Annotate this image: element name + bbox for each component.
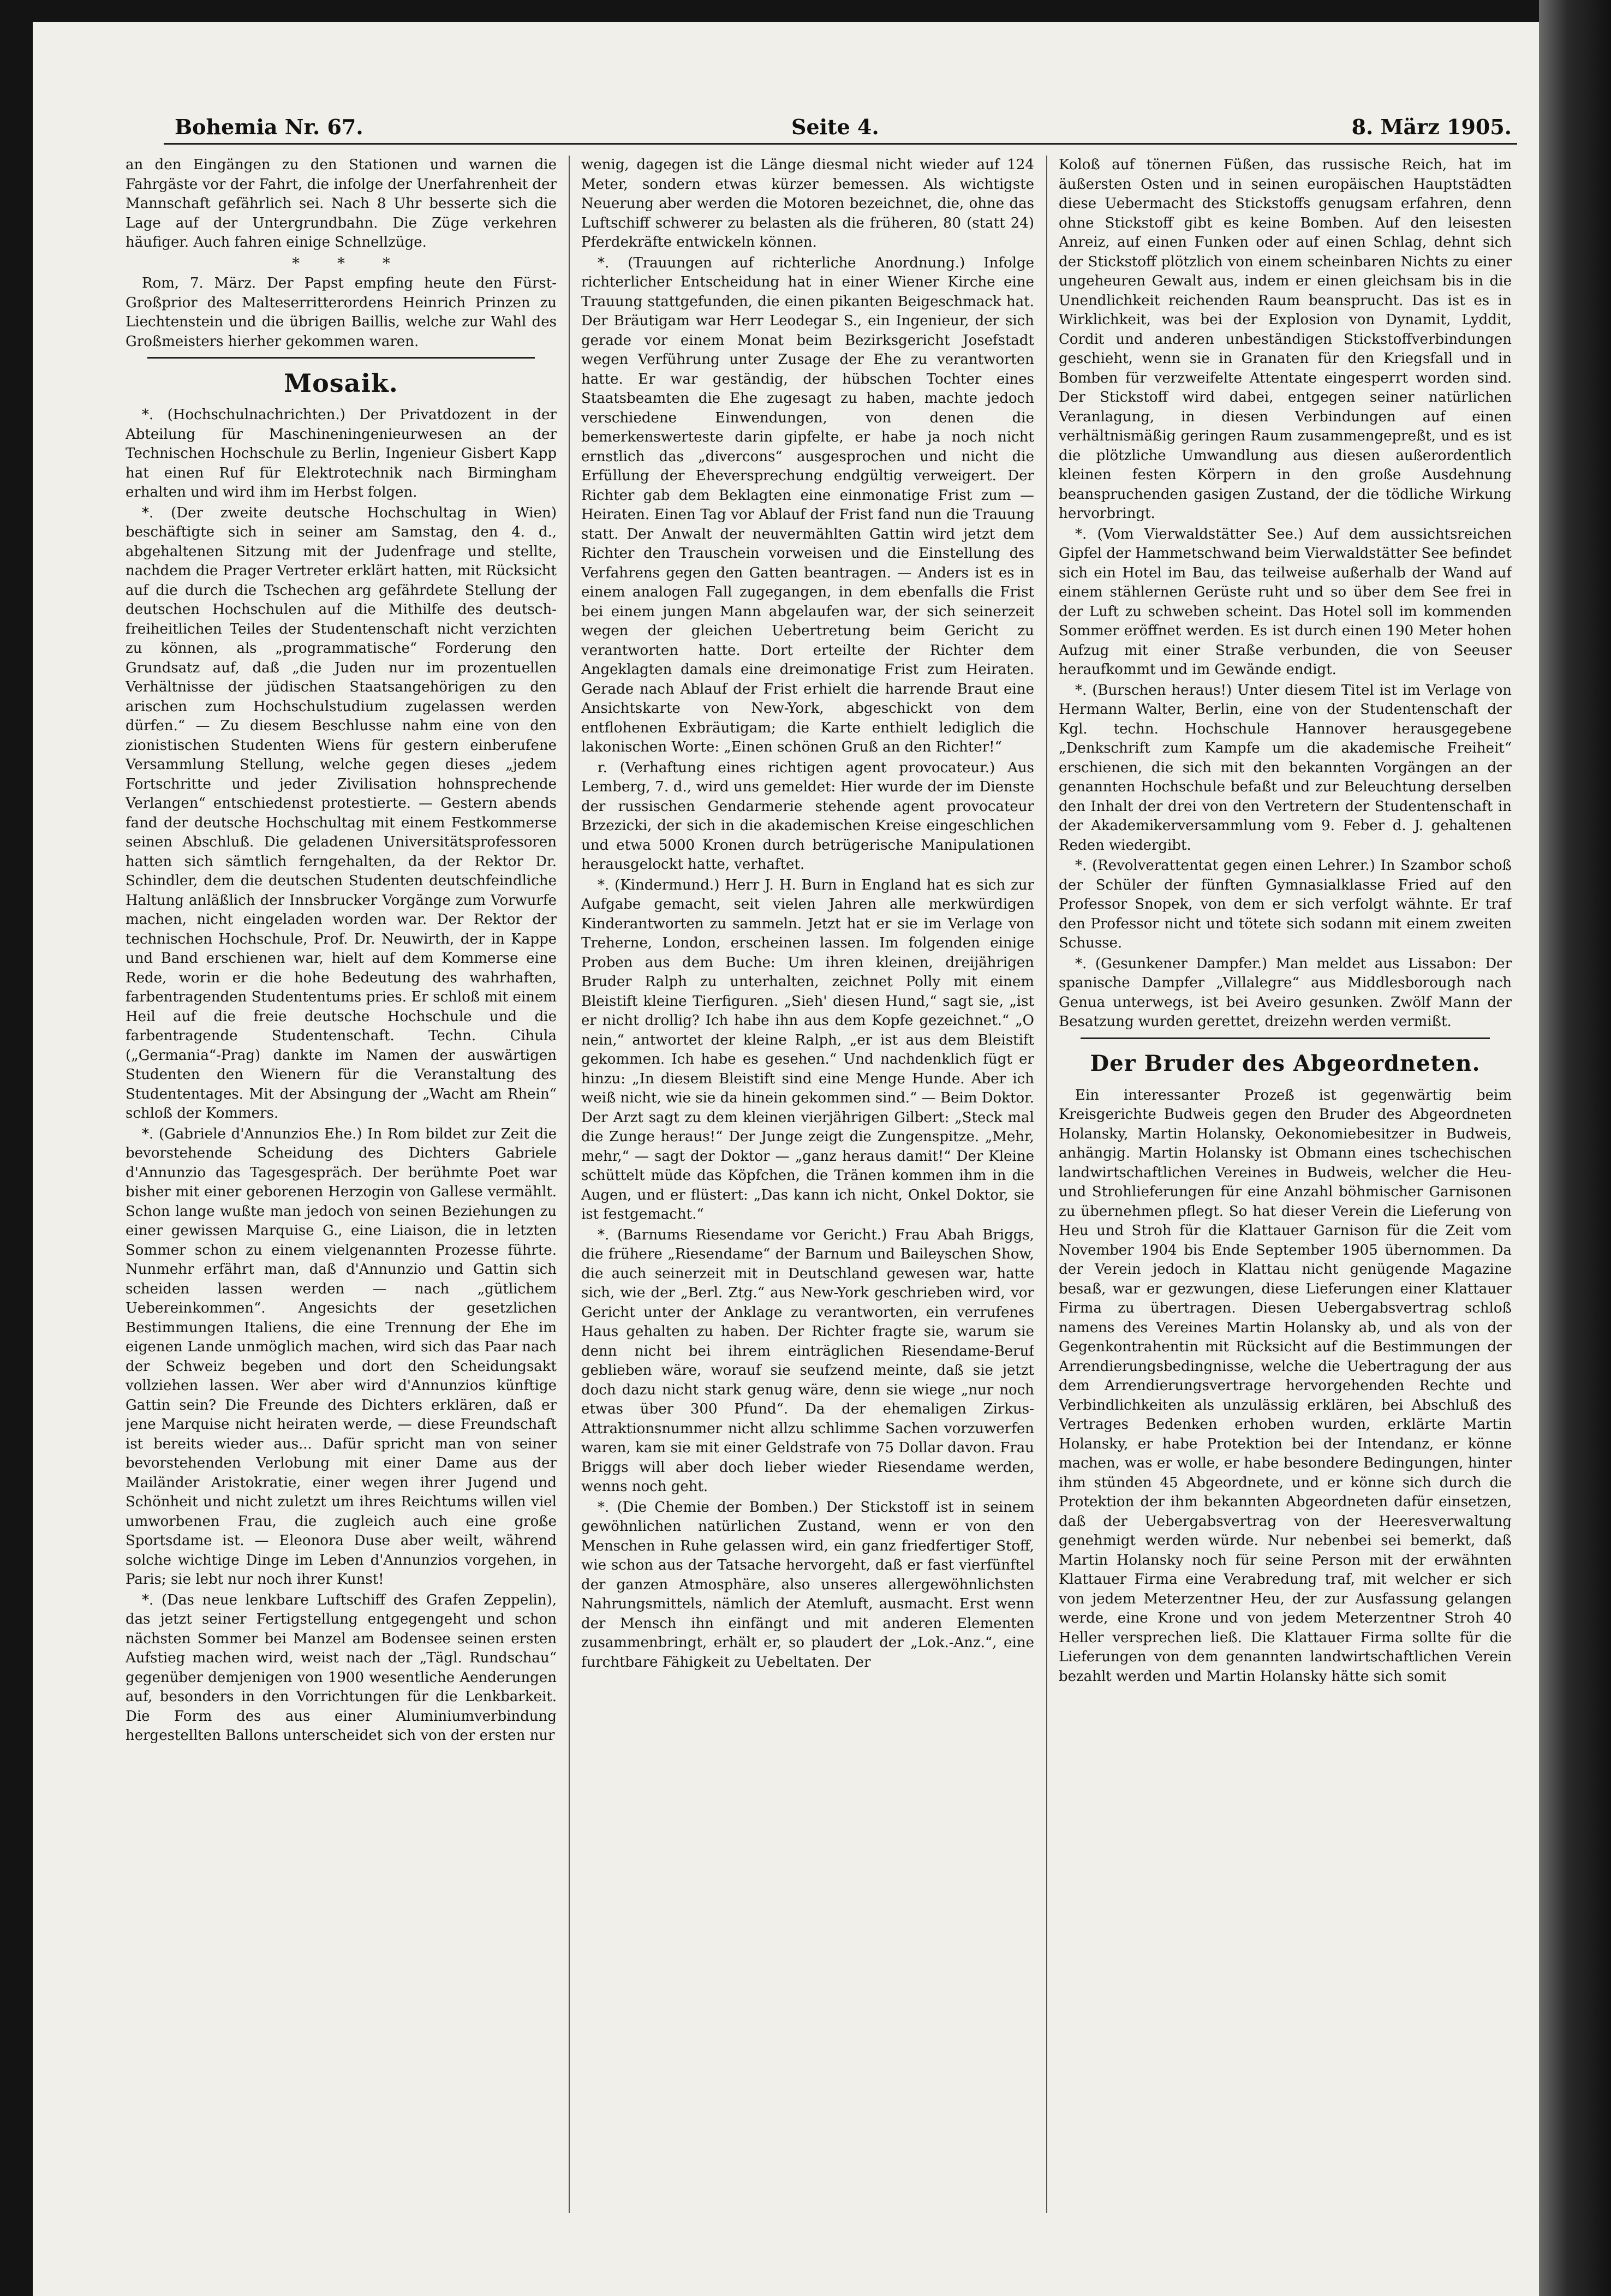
column-2: [581, 156, 1034, 2224]
section-title: Mosaik.: [284, 368, 398, 398]
divider: [147, 357, 535, 359]
column-3: [1059, 156, 1512, 2224]
article-text: r. (Verhaftung eines richtigen agent provocateur.) Aus Lemberg, 7. d., wird uns gemeldet: Hier wurde der im Dienste der russischen Gendarmerie stehende agent provocateur Brzezicki, der sich in die akademischen Kreise eingeschlichen und etwa 5000 Kronen durch betrügerische Manipulationen herausgelockt hatte, verhaftet.: [581, 759, 1034, 873]
column-divider: [1046, 156, 1047, 2213]
header-rule: [164, 143, 1517, 145]
article-text: *. (Gesunkener Dampfer.) Man meldet aus Lissabon: Der spanische Dampfer „Villalegre“ aus Middlesborough nach Genua unterwegs, ist bei Aveiro gesunken. Zwölf Mann der Besatzung wurden gerettet, dreizehn werden vermißt.: [1059, 955, 1512, 1030]
article-text: *. (Der zweite deutsche Hochschultag in Wien) beschäftigte sich in seiner am Samstag, den 4. d., abgehaltenen Sitzung mit der Judenfrage und stellte, nachdem die Prager Vertreter erklärt hatten, mit Rücksicht auf die durch die Tschechen arg gefährdete Stellung der deutschen Hochschulen auf die Mithilfe des deutsch-freiheitlichen Teiles der Studentenschaft nicht verzichten zu können, als „programmatische“ Forderung den Grundsatz auf, daß „die Juden nur im prozentuellen Verhältnisse der jüdischen Staatsangehörigen zu den arischen zum Hochschulstudium zugelassen werden dürfen.“ — Zu diesem Beschlusse nahm eine von den zionistischen Studenten Wiens für gestern einberufene Versammlung Stellung, welche gegen dieses „jedem Fortschritte und jeder Zivilisation hohnsprechende Verlangen“ entschiedenst protestierte. — Gestern abends fand der deutsche Hochschultag mit einem Festkommerse seinen Abschluß. Die geladenen Universitätsprofessoren hatten sich sämtlich ferngehalten, da der Rektor Dr. Schindler, dem die deutschen Studenten deutschfeindliche Haltung anläßlich der Innsbrucker Vorgänge zum Vorwurfe machen, nicht eingeladen worden war. Der Rektor der technischen Hochschule, Prof. Dr. Neuwirth, der in Kappe und Band erschienen war, hielt auf dem Kommerse eine Rede, worin er die hohe Bedeutung des wahrhaften, farbentragenden Studententums pries. Er schloß mit einem Heil auf die freie deutsche Hochschule und die farbentragende Studentenschaft. Techn. Cihula („Germania“-Prag) dankte im Namen der auswärtigen Studenten den Wienern für die Veranstaltung des Studententages. Mit der Absingung der „Wacht am Rhein“ schloß der Kommers.: [126, 504, 557, 1122]
header-publication: Bohemia Nr. 67.: [175, 115, 363, 139]
section-title: Der Bruder des Abgeordneten.: [1090, 1050, 1481, 1076]
page-header: [136, 109, 1517, 145]
header-date: 8. März 1905.: [1351, 115, 1512, 139]
page-edge-shadow: [1539, 0, 1611, 2296]
article-text: Ein interessanter Prozeß ist gegenwärtig beim Kreisgerichte Budweis gegen den Bruder des Abgeordneten Holansky, Martin Holansky, Oekonomiebesitzer in Budweis, anhängig. Martin Holansky ist Obmann eines tschechischen landwirtschaftlichen Vereines in Budweis, welcher die Heu- und Strohlieferungen für eine Anzahl böhmischer Garnisonen zu übernehmen pflegt. So hat dieser Verein die Lieferung von Heu und Stroh für die Klattauer Garnison für die Zeit vom November 1904 bis Ende September 1905 übernommen. Da der Verein jedoch in Klattau nicht genügende Magazine besaß, war er gezwungen, diese Lieferungen einer Klattauer Firma zu übertragen. Diesen Uebergabsvertrag schloß namens des Vereines Martin Holansky ab, und als von der Gegenkontrahentin mit Rücksicht auf die Bestimmungen der Arrendierungsbedingnisse, welche die Uebertragung der aus dem Arrendierungsvertrage hervorgehenden Rechte und Verbindlichkeiten als unzulässig erklären, bei Abschluß des Vertrages Bedenken erhoben wurden, erklärte Martin Holansky, er habe Protektion bei der Intendanz, er könne machen, was er wolle, er habe besondere Bedingungen, hinter ihm stünden 45 Abgeordnete, und er könne sich durch die Protektion der ihm bekannten Abgeordneten dafür einsetzen, daß der Uebergabsvertrag von der Heeresverwaltung genehmigt werden würde. Nur nebenbei sei bemerkt, daß Martin Holansky noch für seine Person mit der erwähnten Klattauer Firma eine Verabredung traf, mit welcher er sich von jedem Meterzentner Heu, der zur Ausfassung gelangen werde, eine Krone und von jedem Meterzentner Stroh 40 Heller versprechen ließ. Die Klattauer Firma sollte für die Lieferungen von dem genannten landwirtschaftlichen Verein bezahlt werden und Martin Holansky hätte sich somit: [1059, 1087, 1512, 1685]
article-text: *. (Gabriele d'Annunzios Ehe.) In Rom bildet zur Zeit die bevorstehende Scheidung des Dichters Gabriele d'Annunzio das Tagesgespräch. Der berühmte Poet war bisher mit einer geborenen Herzogin von Gallese vermählt. Schon lange wußte man jedoch von seinen Beziehungen zu einer gewissen Marquise G., eine Liaison, die in letzten Sommer schon zu einem vielgenannten Prozesse führte. Nunmehr erfährt man, daß d'Annunzio und Gattin sich scheiden lassen werden — nach „gütlichem Uebereinkommen“. Angesichts der gesetzlichen Bestimmungen Italiens, die eine Trennung der Ehe im eigenen Lande unmöglich machen, wird sich das Paar nach der Schweiz begeben und dort den Scheidungsakt vollziehen lassen. Wer aber wird d'Annunzios künftige Gattin sein? Die Freunde des Dichters erklären, daß er jene Marquise nicht heiraten werde, — diese Freundschaft ist bereits wieder aus... Dafür spricht man von seiner bevorstehenden Verlobung mit einer Dame aus der Mailänder Aristokratie, einer wegen ihrer Jugend und Schönheit und nicht zuletzt um ihres Reichtums willen viel umworbenen Frau, die zugleich auch eine große Sportsdame ist. — Eleonora Duse aber weilt, während solche wichtige Dinge im Leben d'Annunzios vorgehen, in Paris; sie lebt nur noch ihrer Kunst!: [126, 1125, 557, 1588]
article-text: *. (Revolverattentat gegen einen Lehrer.) In Szambor schoß der Schüler der fünften Gymnasialklasse Fried auf den Professor Snopek, von dem er sich verfolgt wähnte. Er traf den Professor nicht und tötete sich sodann mit einem zweiten Schusse.: [1059, 857, 1512, 951]
header-page-number: Seite 4.: [791, 115, 879, 139]
article-text: *. (Kindermund.) Herr J. H. Burn in England hat es sich zur Aufgabe gemacht, seit vielen Jahren alle merkwürdigen Kinderantworten zu sammeln. Jetzt hat er sie im Verlage von Treherne, London, erscheinen lassen. Im folgenden einige Proben aus dem Buche: Um ihren kleinen, dreijährigen Bruder Ralph zu unterhalten, zeichnet Polly mit einem Bleistift kleine Tierfiguren. „Sieh' diesen Hund,“ sagt sie, „ist er nicht drollig? Ich habe ihn aus dem Kopfe gezeichnet.“ „O nein,“ antwortet der kleine Ralph, „er ist aus dem Bleistift gekommen. Ich habe es gesehen.“ Und nachdenklich fügt er hinzu: „In diesem Bleistift sind eine Menge Hunde. Aber ich weiß nicht, wie sie da hinein gekommen sind.“ — Beim Doktor. Der Arzt sagt zu dem kleinen vierjährigen Gilbert: „Steck mal die Zunge heraus!“ Der Junge zeigt die Zungenspitze. „Mehr, mehr,“ — sagt der Doktor — „ganz heraus damit!“ Der Kleine schüttelt müde das Köpfchen, die Tränen kommen ihm in die Augen, und er flüstert: „Das kann ich nicht, Onkel Doktor, sie ist festgemacht.“: [581, 876, 1034, 1222]
article-text: *. (Trauungen auf richterliche Anordnung.) Infolge richterlicher Entscheidung hat in einer Wiener Kirche eine Trauung stattgefunden, die einen pikanten Beigeschmack hat. Der Bräutigam war Herr Leodegar S., ein Ingenieur, der sich gerade vor einem Monat beim Bezirksgericht Josefstadt wegen Verführung unter Zusage der Ehe zu verantworten hatte. Er war geständig, der hübschen Tochter eines Staatsbeamten die Ehe zugesagt zu haben, machte jedoch verschiedene Einwendungen, von denen die bemerkenswerteste darin gipfelte, er habe ja noch nicht ernstlich das „divercons“ ausgesprochen und nicht die Erfüllung der Eheversprechung endgültig verweigert. Der Richter gab dem Beklagten eine einmonatige Frist zum — Heiraten. Einen Tag vor Ablauf der Frist fand nun die Trauung statt. Der Anwalt der neuvermählten Gattin wird jetzt dem Richter den Trauschein vorweisen und die Einstellung des Verfahrens gegen den Gatten beantragen. — Anders ist es in einem analogen Fall zugegangen, in dem ebenfalls die Frist bei einem jungen Mann abgelaufen war, der sich seinerzeit wegen der gleichen Uebertretung beim Gericht zu verantworten hatte. Dort erteilte der Richter dem Angeklagten damals eine dreimonatige Frist zum Heiraten. Gerade nach Ablauf der Frist erhielt die harrende Braut eine Ansichtskarte von New-York, abgeschickt von dem entflohenen Exbräutigam; die Karte enthielt lediglich die lakonischen Worte: „Einen schönen Gruß an den Richter!“: [581, 254, 1034, 755]
article-text: *. (Burschen heraus!) Unter diesem Titel ist im Verlage von Hermann Walter, Berlin, eine von der Studentenschaft der Kgl. techn. Hochschule Hannover herausgegebene „Denkschrift zum Kampfe um die akademische Freiheit“ erschienen, die sich mit den bekannten Vorgängen an der genannten Hochschule befaßt und zur Beleuchtung derselben den Inhalt der drei von den Vertretern der Studentenschaft in der Akademikerversammlung vom 9. Feber d. J. gehaltenen Reden wiedergibt.: [1059, 682, 1512, 854]
article-text: *. (Das neue lenkbare Luftschiff des Grafen Zeppelin), das jetzt seiner Fertigstellung entgegengeht und schon nächsten Sommer bei Manzel am Bodensee seinen ersten Aufstieg machen wird, weist nach der „Tägl. Rundschau“ gegenüber demjenigen von 1900 wesentliche Aenderungen auf, besonders in den Vorrichtungen für die Lenkbarkeit. Die Form des aus einer Aluminiumverbindung hergestellten Ballons unterscheidet sich von der ersten nur: [126, 1591, 557, 1744]
section-separator: * * *: [292, 254, 407, 272]
article-text: Rom, 7. März. Der Papst empfing heute den Fürst-Großprior des Malteserritterordens Heinrich Prinzen zu Liechtenstein und die übrigen Baillis, welche zur Wahl des Großmeisters hierher gekommen waren.: [126, 275, 557, 350]
article-text: wenig, dagegen ist die Länge diesmal nicht wieder auf 124 Meter, sondern etwas kürzer bemessen. Als wichtigste Neuerung aber werden die Motoren bezeichnet, die, ohne das Luftschiff schwerer zu belasten als die früheren, 80 (statt 24) Pferdekräfte entwickeln können.: [581, 157, 1034, 251]
divider: [1081, 1037, 1490, 1039]
article-text: *. (Hochschulnachrichten.) Der Privatdozent in der Abteilung für Maschineningenieurwesen an der Technischen Hochschule zu Berlin, Ingenieur Gisbert Kapp hat einen Ruf für Elektrotechnik nach Birmingham erhalten und wird ihm im Herbst folgen.: [126, 407, 557, 500]
article-text: an den Eingängen zu den Stationen und warnen die Fahrgäste vor der Fahrt, die infolge der Unerfahrenheit der Mannschaft gefährlich sei. Nach 8 Uhr besserte sich die Lage auf der Untergrundbahn. Die Züge verkehren häufiger. Auch fahren einige Schnellzüge.: [126, 157, 557, 251]
article-text: Koloß auf tönernen Füßen, das russische Reich, hat im äußersten Osten und in seinen europäischen Hauptstädten diese Uebermacht des Stickstoffs genugsam erfahren, denn ohne Stickstoff gibt es keine Bomben. Auf den leisesten Anreiz, auf einen Funken oder auf einen Schlag, dehnt sich der Stickstoff plötzlich von einem scheinbaren Nichts zu einer ungeheuren Gewalt aus, indem er einen gleichsam bis in die Unendlichkeit reichenden Raum beansprucht. Das ist es in Wirklichkeit, was bei der Explosion von Dynamit, Lyddit, Cordit und anderen unbeständigen Stickstoffverbindungen geschieht, wenn sie in Granaten für den Kriegsfall und in Bomben für verzweifelte Attentate eingesperrt worden sind. Der Stickstoff wird dabei, entgegen seiner natürlichen Veranlagung, in diesen Verbindungen auf einen verhältnismäßig geringen Raum zusammengepreßt, und es ist die plötzliche Umwandlung aus diesen außerordentlich kleinen festen Körpern in den große Ausdehnung beanspruchenden gasigen Zustand, der die tödliche Wirkung hervorbringt.: [1059, 157, 1512, 522]
article-text: *. (Barnums Riesendame vor Gericht.) Frau Abah Briggs, die frühere „Riesendame“ der Barnum und Baileyschen Show, die auch seinerzeit mit in Deutschland gewesen war, hatte sich, wie der „Berl. Ztg.“ aus New-York geschrieben wird, vor Gericht unter der Anklage zu verantworten, ein verrufenes Haus gehalten zu haben. Der Richter fragte sie, warum sie denn nicht bei ihrem einträglichen Riesendame-Beruf geblieben wäre, worauf sie seufzend meinte, daß sie jetzt doch dazu nicht stark genug wäre, denn sie wiege „nur noch etwas über 300 Pfund“. Da der ehemaligen Zirkus-Attraktionsnummer nicht allzu schlimme Sachen vorzuwerfen waren, kam sie mit einer Geldstrafe von 75 Dollar davon. Frau Briggs will aber doch lieber wieder Riesendame werden, wenns noch geht.: [581, 1226, 1034, 1495]
column-divider: [569, 156, 570, 2213]
column-1: [126, 156, 557, 2224]
article-text: *. (Vom Vierwaldstätter See.) Auf dem aussichtsreichen Gipfel der Hammetschwand beim Vierwaldstätter See befindet sich ein Hotel im Bau, das teilweise außerhalb der Wand auf einem stählernen Gerüste ruht und so über dem See frei in der Luft zu schweben scheint. Das Hotel soll im kommenden Sommer eröffnet werden. Es ist durch einen 190 Meter hohen Aufzug mit einer Straße verbunden, die von Seeuser heraufkommt und im Gewände endigt.: [1059, 526, 1512, 678]
article-text: *. (Die Chemie der Bomben.) Der Stickstoff ist in seinem gewöhnlichen natürlichen Zustand, wenn er von den Menschen in Ruhe gelassen wird, ein ganz friedfertiger Stoff, wie schon aus der Tatsache hervorgeht, daß er fast vierfünftel der ganzen Atmosphäre, also unseres allergewöhnlichsten Nahrungsmittels, nämlich der Atemluft, ausmacht. Erst wenn der Mensch ihn einfängt und mit anderen Elementen zusammenbringt, erhält er, so plaudert der „Lok.-Anz.“, eine furchtbare Fähigkeit zu Uebeltaten. Der: [581, 1499, 1034, 1671]
